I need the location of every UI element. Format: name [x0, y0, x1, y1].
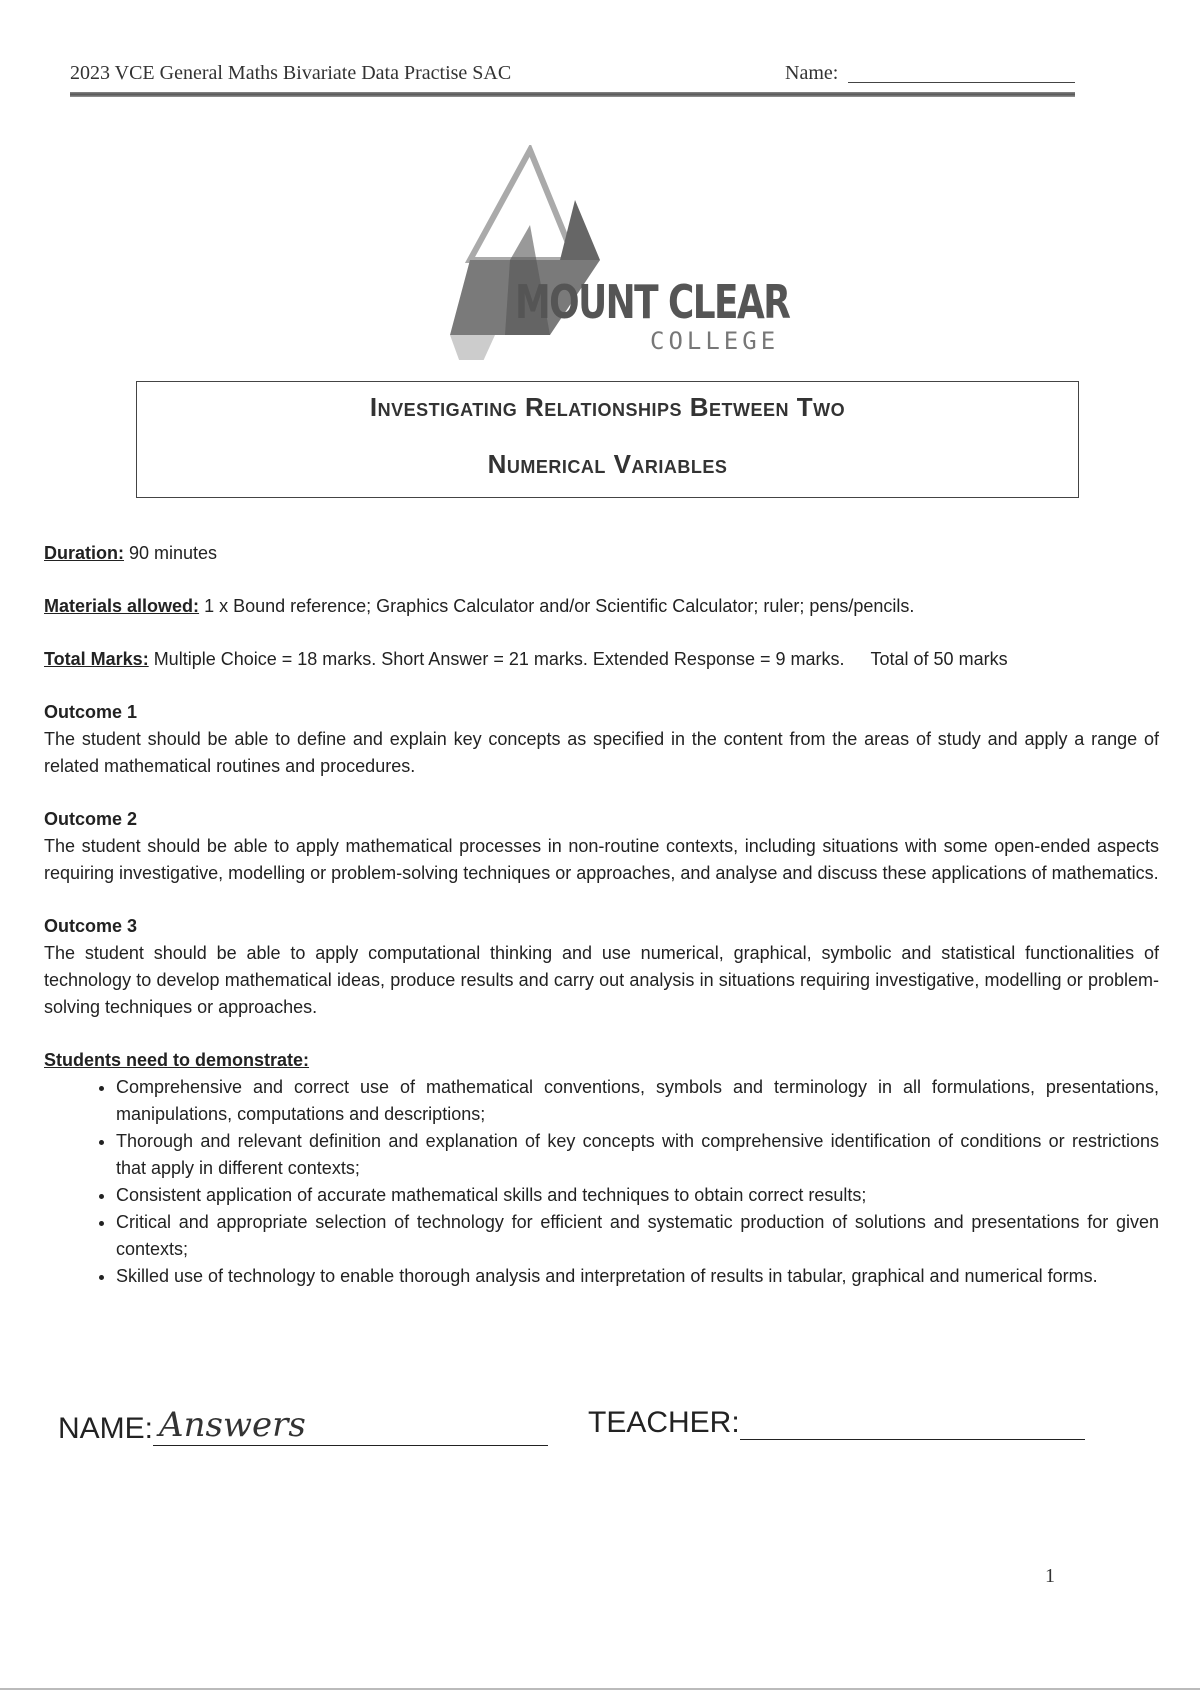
total-sum: Total of 50 marks: [870, 649, 1008, 669]
page-header: [70, 62, 1075, 85]
list-item: • Skilled use of technology to enable thorough analysis and interpretation of results in tabular, graphical and numerical forms.: [116, 1263, 1159, 1290]
logo-sub: COLLEGE: [650, 327, 780, 355]
outcome-2: [44, 806, 1159, 887]
materials-label: Materials allowed:: [44, 596, 200, 616]
header-rule: [70, 92, 1075, 97]
title-line-2: Numerical Variables: [487, 449, 728, 479]
outcome-1: [44, 699, 1159, 780]
logo-name: MOUNT CLEAR: [515, 275, 790, 329]
page-number: 1: [1045, 1565, 1055, 1587]
header-name-field: [848, 82, 1075, 83]
demonstrate-list: [44, 1074, 1159, 1290]
outcome-title: Outcome 1: [44, 702, 138, 722]
outcome-title: Outcome 2: [44, 809, 138, 829]
list-item: • Comprehensive and correct use of mathematical conventions, symbols and terminology in all formulations, presentations, manipulations, computations and descriptions;: [116, 1074, 1159, 1128]
name-handwritten: Answers: [159, 1405, 306, 1445]
list-item: • Critical and appropriate selection of technology for efficient and systematic production of solutions and presentations for given contexts;: [116, 1209, 1159, 1263]
header-title: 2023 VCE General Maths Bivariate Data Practise SAC: [70, 62, 512, 84]
list-item: • Thorough and relevant definition and explanation of key concepts with comprehensive identification of conditions or restrictions that apply in different contexts;: [116, 1128, 1159, 1182]
teacher-label: TEACHER:: [588, 1406, 740, 1439]
outcome-text: The student should be able to apply mathematical processes in non-routine contexts, including situations with some open-ended aspects requiring investigative, modelling or problem-solving techniques or approaches, and analyse and discuss these applications of mathematics.: [44, 836, 1159, 883]
outcome-text: The student should be able to apply computational thinking and use numerical, graphical, symbolic and statistical functionalities of technology to develop mathematical ideas, produce results and carry out analysis in situations requiring investigative, modelling or problem-solving techniques or approaches.: [44, 943, 1159, 1017]
header-name-label: Name:: [785, 62, 839, 84]
demonstrate-label: Students need to demonstrate:: [44, 1050, 310, 1070]
duration-label: Duration:: [44, 543, 124, 563]
bottom-edge: [0, 1688, 1200, 1690]
outcome-title: Outcome 3: [44, 916, 138, 936]
title-line-1: Investigating Relationships Between Two: [369, 392, 846, 422]
teacher-field[interactable]: [740, 1405, 1085, 1440]
total-marks: [44, 646, 1159, 673]
name-signature: [58, 1405, 548, 1446]
duration: [44, 540, 1159, 567]
name-label: NAME:: [58, 1412, 154, 1445]
outcome-3: [44, 913, 1159, 1021]
materials-value: 1 x Bound reference; Graphics Calculator and/or Scientific Calculator; ruler; pens/pencils.: [199, 596, 915, 616]
demonstrate-section: [44, 1047, 1159, 1290]
name-field[interactable]: [153, 1405, 548, 1446]
total-label: Total Marks:: [44, 649, 149, 669]
outcome-text: The student should be able to define and explain key concepts as specified in the content from the areas of study and apply a range of related mathematical routines and procedures.: [44, 729, 1159, 776]
list-item: • Consistent application of accurate mathematical skills and techniques to obtain correct results;: [116, 1182, 1159, 1209]
document-body: [44, 540, 1159, 1290]
title-box: [136, 381, 1079, 498]
total-value: Multiple Choice = 18 marks. Short Answer = 21 marks. Extended Response = 9 marks.: [148, 649, 845, 669]
duration-value: 90 minutes: [124, 543, 218, 563]
teacher-signature: [588, 1405, 1085, 1440]
materials: [44, 593, 1159, 620]
